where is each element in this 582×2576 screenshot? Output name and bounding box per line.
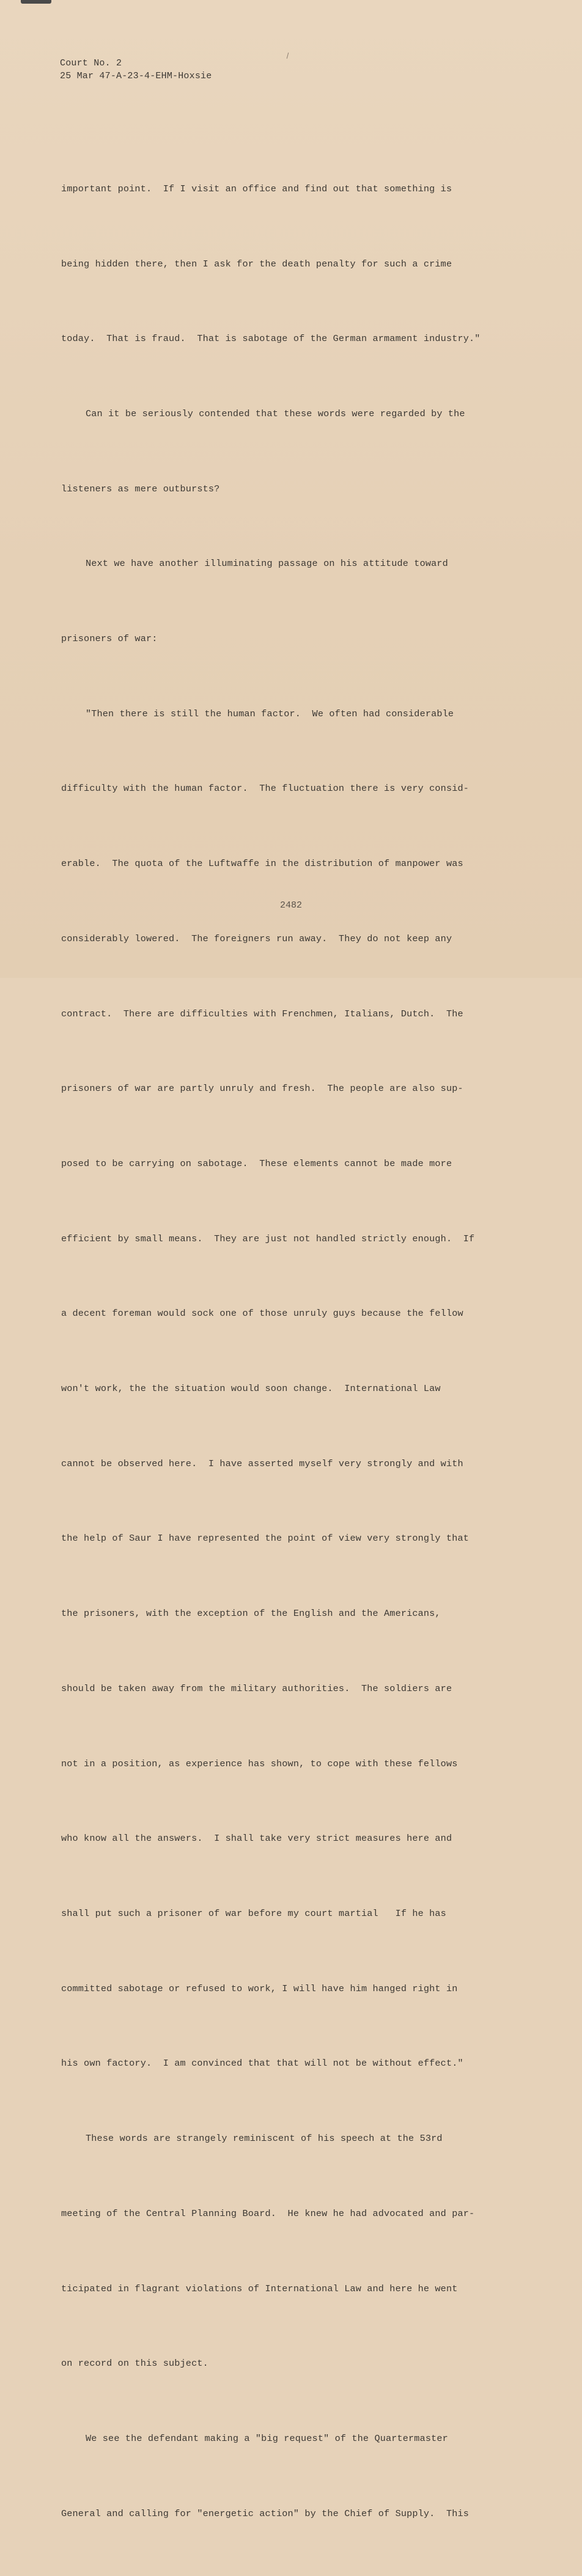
text-line: his own factory. I am convinced that that will not be without effect." [61, 2058, 463, 2069]
text-line: contract. There are difficulties with Frenchmen, Italians, Dutch. The [61, 1008, 463, 1019]
text-line: meeting of the Central Planning Board. He knew he had advocated and par- [61, 2207, 475, 2219]
text-line: cannot be observed here. I have asserted myself very strongly and with [61, 1458, 463, 1469]
court-number: Court No. 2 [60, 58, 122, 68]
text-line: won't work, the the situation would soon change. International Law [61, 1383, 441, 1395]
text-line: General and calling for "energetic action" by the Chief of Supply. This [61, 2508, 470, 2519]
text-line: prisoners of war: [61, 633, 158, 645]
text-line: posed to be carrying on sabotage. These elements cannot be made more [61, 1158, 452, 1169]
text-line: today. That is fraud. That is sabotage of the German armament industry." [61, 333, 481, 345]
text-line: efficient by small means. They are just not handled strictly enough. If [61, 1233, 475, 1244]
text-line: being hidden there, then I ask for the death penalty for such a crime [61, 258, 452, 270]
text-line: who know all the answers. I shall take very strict measures here and [61, 1833, 452, 1844]
document-reference: 25 Mar 47-A-23-4-EHM-Hoxsie [60, 71, 212, 81]
text-line: the help of Saur I have represented the point of view very strongly that [61, 1533, 470, 1544]
text-line: not in a position, as experience has shown, to cope with these fellows [61, 1758, 458, 1769]
text-line: erable. The quota of the Luftwaffe in the distribution of manpower was [61, 858, 463, 870]
text-line: "Then there is still the human factor. We often had considerable [86, 708, 454, 719]
text-line: listeners as mere outbursts? [61, 483, 220, 494]
text-line: shall put such a prisoner of war before my court martial If he has [61, 1907, 446, 1919]
text-line: on record on this subject. [61, 2358, 208, 2369]
text-line: We see the defendant making a "big request" of the Quartermaster [86, 2432, 448, 2444]
text-line: Next we have another illuminating passage on his attitude toward [86, 558, 448, 570]
text-line: Can it be seriously contended that these words were regarded by the [86, 408, 465, 419]
text-line: should be taken away from the military authorities. The soldiers are [61, 1682, 452, 1694]
text-line: These words are strangely reminiscent of his speech at the 53rd [86, 2133, 443, 2145]
text-line: prisoners of war are partly unruly and fresh. The people are also sup- [61, 1083, 463, 1095]
text-line: important point. If I visit an office and find out that something is [61, 183, 452, 194]
document-header [60, 57, 212, 83]
page-number: 2482 [280, 900, 303, 911]
text-line: difficulty with the human factor. The fluctuation there is very consid- [61, 783, 470, 794]
document-body [61, 127, 526, 2576]
text-line: considerably lowered. The foreigners run away. They do not keep any [61, 933, 452, 944]
text-line: the prisoners, with the exception of the English and the Americans, [61, 1608, 441, 1620]
binder-clip-mark [21, 0, 51, 4]
text-line: committed sabotage or refused to work, I will have him hanged right in [61, 1983, 458, 1994]
stray-pen-mark [287, 53, 289, 59]
text-line: a decent foreman would sock one of those unruly guys because the fellow [61, 1308, 463, 1319]
text-line: ticipated in flagrant violations of International Law and here he went [61, 2283, 458, 2294]
